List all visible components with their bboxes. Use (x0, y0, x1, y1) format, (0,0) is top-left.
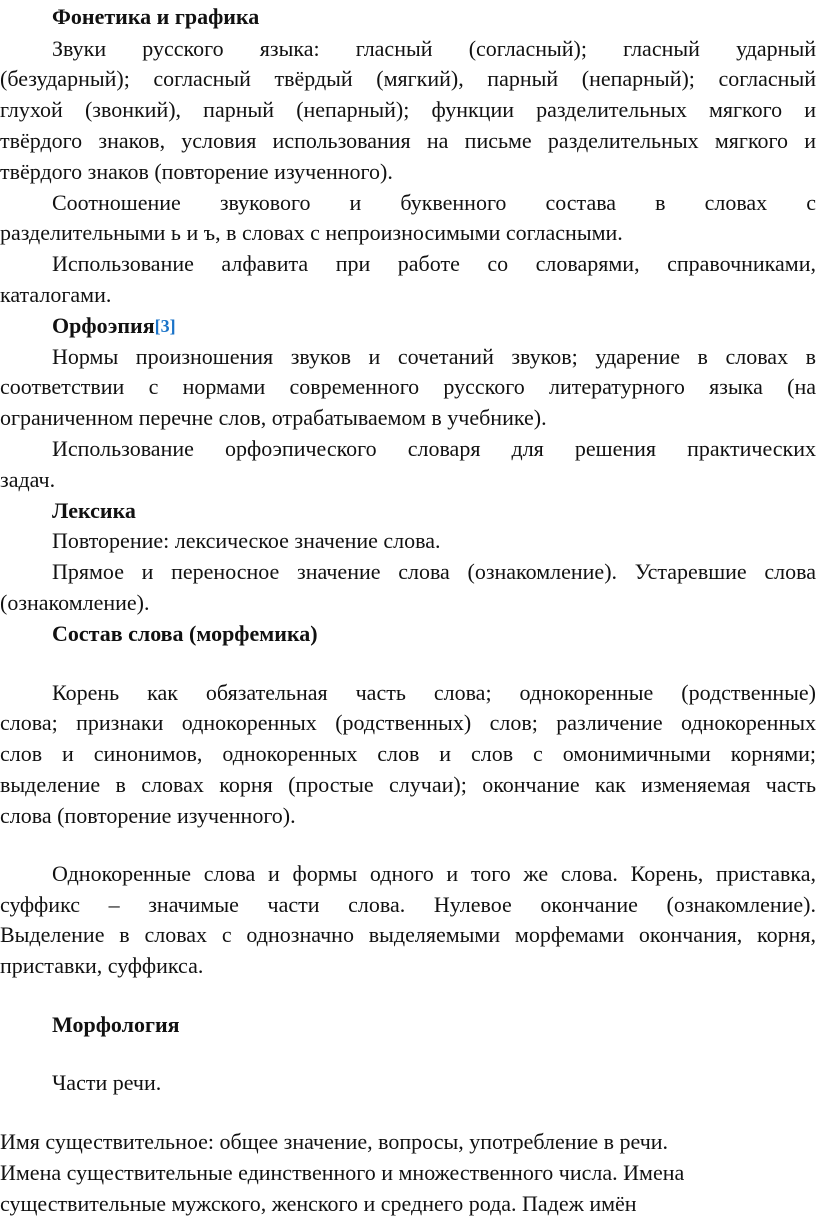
heading-orthoepy (52, 309, 816, 343)
parts-of-speech: Части речи. (52, 1070, 162, 1095)
phonetics-p1-line-5: твёрдого знаков (повторение изученного). (0, 159, 393, 184)
morphemics-p1-line-3: слов и синонимов, однокоренных слов и слов с омонимичными корнями; (0, 741, 816, 766)
phonetics-p2-line-1: Соотношение звукового и буквенного состава в словах с (52, 190, 816, 215)
phonetics-p1-line-1: Звуки русского языка: гласный (согласный); гласный ударный (52, 36, 816, 61)
phonetics-p1-line-3: глухой (звонкий), парный (непарный); функции разделительных мягкого и (0, 97, 816, 122)
footnote-ref-link[interactable]: [3] (154, 316, 176, 336)
orthoepy-p2-line-2: задач. (0, 467, 56, 492)
heading-phonetics: Фонетика и графика (52, 4, 260, 29)
morphology-p1-line-3: существительные мужского, женского и среднего рода. Падеж имён (0, 1191, 637, 1216)
lexicon-p2-line-1: Прямое и переносное значение слова (ознакомление). Устаревшие слова (52, 559, 816, 584)
heading-orthoepy-text: Орфоэпия (52, 313, 155, 338)
heading-morphology: Морфология (52, 1012, 180, 1037)
phonetics-p3-line-2: каталогами. (0, 282, 112, 307)
morphology-p1-line-1: Имя существительное: общее значение, вопросы, употребление в речи. (0, 1129, 669, 1154)
lexicon-p2-line-2: (ознакомление). (0, 590, 150, 615)
phonetics-p1-line-4: твёрдого знаков, условия использования на письме разделительных мягкого и (0, 128, 816, 153)
lexicon-p1: Повторение: лексическое значение слова. (52, 528, 441, 553)
phonetics-p1-line-2: (безударный); согласный твёрдый (мягкий), парный (непарный); согласный (0, 66, 816, 91)
orthoepy-p1-line-3: ограниченном перечне слов, отрабатываемом в учебнике). (0, 405, 547, 430)
morphemics-p1-line-5: слова (повторение изученного). (0, 803, 296, 828)
morphemics-p2-line-4: приставки, суффикса. (0, 953, 204, 978)
morphemics-p1-line-4: выделение в словах корня (простые случаи); окончание как изменяемая часть (0, 772, 816, 797)
morphemics-p1-line-2: слова; признаки однокоренных (родственных) слов; различение однокоренных (0, 710, 816, 735)
orthoepy-p1-line-2: соответствии с нормами современного русского литературного языка (на (0, 374, 816, 399)
morphology-p1-line-2: Имена существительные единственного и множественного числа. Имена (0, 1160, 685, 1185)
morphemics-p2-line-2: суффикс – значимые части слова. Нулевое окончание (ознакомление). (0, 892, 816, 917)
morphemics-p1-line-1: Корень как обязательная часть слова; однокоренные (родственные) (52, 680, 816, 705)
heading-morphemics: Состав слова (морфемика) (52, 621, 318, 646)
phonetics-p2-line-2: разделительными ь и ъ, в словах с непроизносимыми согласными. (0, 220, 623, 245)
orthoepy-p1-line-1: Нормы произношения звуков и сочетаний звуков; ударение в словах в (52, 344, 816, 369)
orthoepy-p2-line-1: Использование орфоэпического словаря для решения практических (52, 436, 816, 461)
morphemics-p2-line-3: Выделение в словах с однозначно выделяемыми морфемами окончания, корня, (0, 922, 816, 947)
morphemics-p2-line-1: Однокоренные слова и формы одного и того же слова. Корень, приставка, (52, 861, 816, 886)
heading-lexicon: Лексика (52, 498, 136, 523)
phonetics-p3-line-1: Использование алфавита при работе со словарями, справочниками, (52, 251, 816, 276)
